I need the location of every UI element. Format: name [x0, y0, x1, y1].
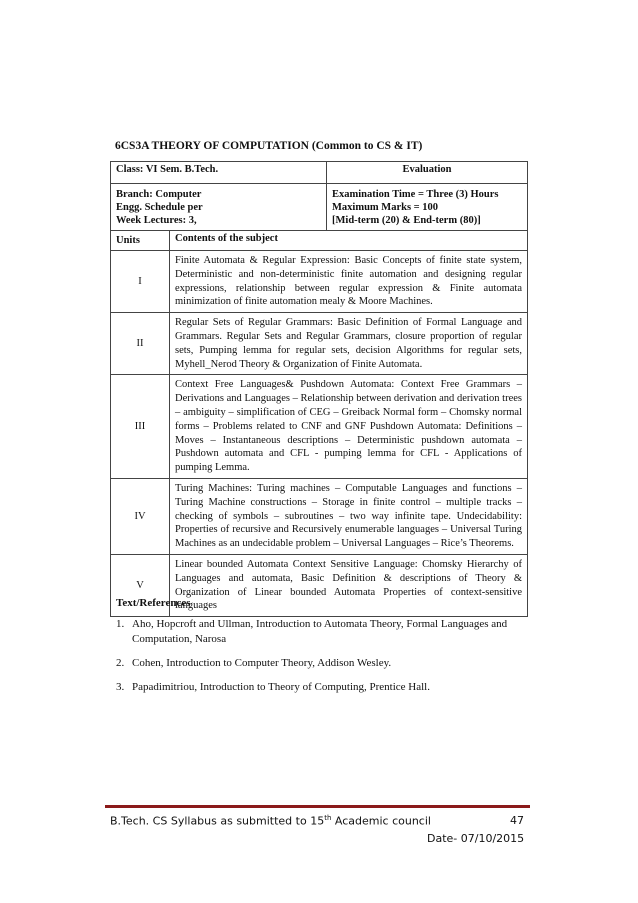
- table-row: [111, 478, 528, 554]
- footer-divider: [105, 805, 530, 808]
- schedule-text: Engg. Schedule per: [116, 202, 203, 213]
- course-title: 6CS3A THEORY OF COMPUTATION (Common to CS & IT): [115, 140, 423, 152]
- table-row: [111, 375, 528, 479]
- references-section: [116, 597, 516, 704]
- reference-text: Aho, Hopcroft and Ullman, Introduction to Automata Theory, Formal Languages and Computation, Narosa: [132, 618, 508, 645]
- unit-content: Turing Machines: Turing machines – Computable Languages and functions – Turing Machine constructions – Storage in finite control – multiple tracks – checking of symbols – subroutines – two way infinite tape. Undecidability: Properties of recursive and Recursively enumerable languages – Universal Turing Machines as an undecidable problem – Universal Languages – Rice’s Theorems.: [170, 478, 528, 554]
- class-cell: Class: VI Sem. B.Tech.: [111, 162, 327, 184]
- contents-column-header: Contents of the subject: [170, 231, 528, 251]
- reference-text: Papadimitriou, Introduction to Theory of Computing, Prentice Hall.: [132, 681, 430, 693]
- units-column-header: Units: [111, 231, 170, 251]
- unit-content: Context Free Languages& Pushdown Automata: Context Free Grammars – Derivations and Languages – Relationship between derivation and derivation trees – ambiguity – simplification of CEG – Greiback Normal form – Chomsky normal forms – Problems related to CNF and GNF Pushdown Automata: Definitions – Moves – Instantaneous descriptions – Deterministic pushdown automata – Pushdown automata and CFL - pumping lemma for CFL - Applications of pumping Lemma.: [170, 375, 528, 479]
- unit-content: Linear bounded Automata Context Sensitive Language: Chomsky Hierarchy of Languages and automata, Basic Definition & descriptions of Theory & Organization of Linear bounded Automata Properties of context-sensitive languages: [170, 554, 528, 616]
- references-heading: Text/References: [116, 597, 191, 609]
- reference-number: 2.: [116, 657, 125, 669]
- list-item: [116, 656, 516, 671]
- list-item: [116, 617, 516, 647]
- unit-number: II: [111, 313, 170, 375]
- footer-text: [110, 814, 431, 828]
- max-marks-text: Maximum Marks = 100: [332, 202, 439, 213]
- course-header-table: [110, 161, 528, 231]
- lectures-text: Week Lectures: 3,: [116, 215, 197, 226]
- exam-time-text: Examination Time = Three (3) Hours: [332, 189, 499, 200]
- unit-number: IV: [111, 478, 170, 554]
- unit-number: III: [111, 375, 170, 479]
- exam-cell: [327, 184, 528, 231]
- unit-content: Finite Automata & Regular Expression: Basic Concepts of finite state system, Deterministic and non-deterministic finite automation and designing regular expressions, relationship between regular expression & Finite automata minimization of finite automation mealy & Moore Machines.: [170, 251, 528, 313]
- reference-number: 1.: [116, 618, 125, 630]
- branch-text: Branch: Computer: [116, 189, 202, 200]
- branch-cell: [111, 184, 327, 231]
- footer-date: Date- 07/10/2015: [427, 832, 525, 845]
- references-list: [116, 617, 516, 695]
- unit-number: V: [111, 554, 170, 616]
- list-item: [116, 680, 516, 695]
- table-row: [111, 313, 528, 375]
- footer-text-end: Academic council: [331, 814, 431, 828]
- evaluation-cell: Evaluation: [327, 162, 528, 184]
- page-number: 47: [510, 814, 524, 827]
- reference-text: Cohen, Introduction to Computer Theory, Addison Wesley.: [132, 657, 392, 669]
- unit-content: Regular Sets of Regular Grammars: Basic Definition of Formal Language and Grammars. Regular Sets and Regular Grammars, closure proportion of regular sets, Pumping lemma for regular sets, decision Algorithms for regular sets, Myhell_Nerod Theory & Organization of Finite Automata.: [170, 313, 528, 375]
- footer-superscript: th: [324, 814, 332, 822]
- unit-number: I: [111, 251, 170, 313]
- reference-number: 3.: [116, 681, 125, 693]
- table-row: [111, 251, 528, 313]
- footer-text-main: B.Tech. CS Syllabus as submitted to 15: [110, 814, 325, 828]
- marks-split-text: [Mid-term (20) & End-term (80)]: [332, 215, 481, 226]
- units-table: [110, 230, 528, 617]
